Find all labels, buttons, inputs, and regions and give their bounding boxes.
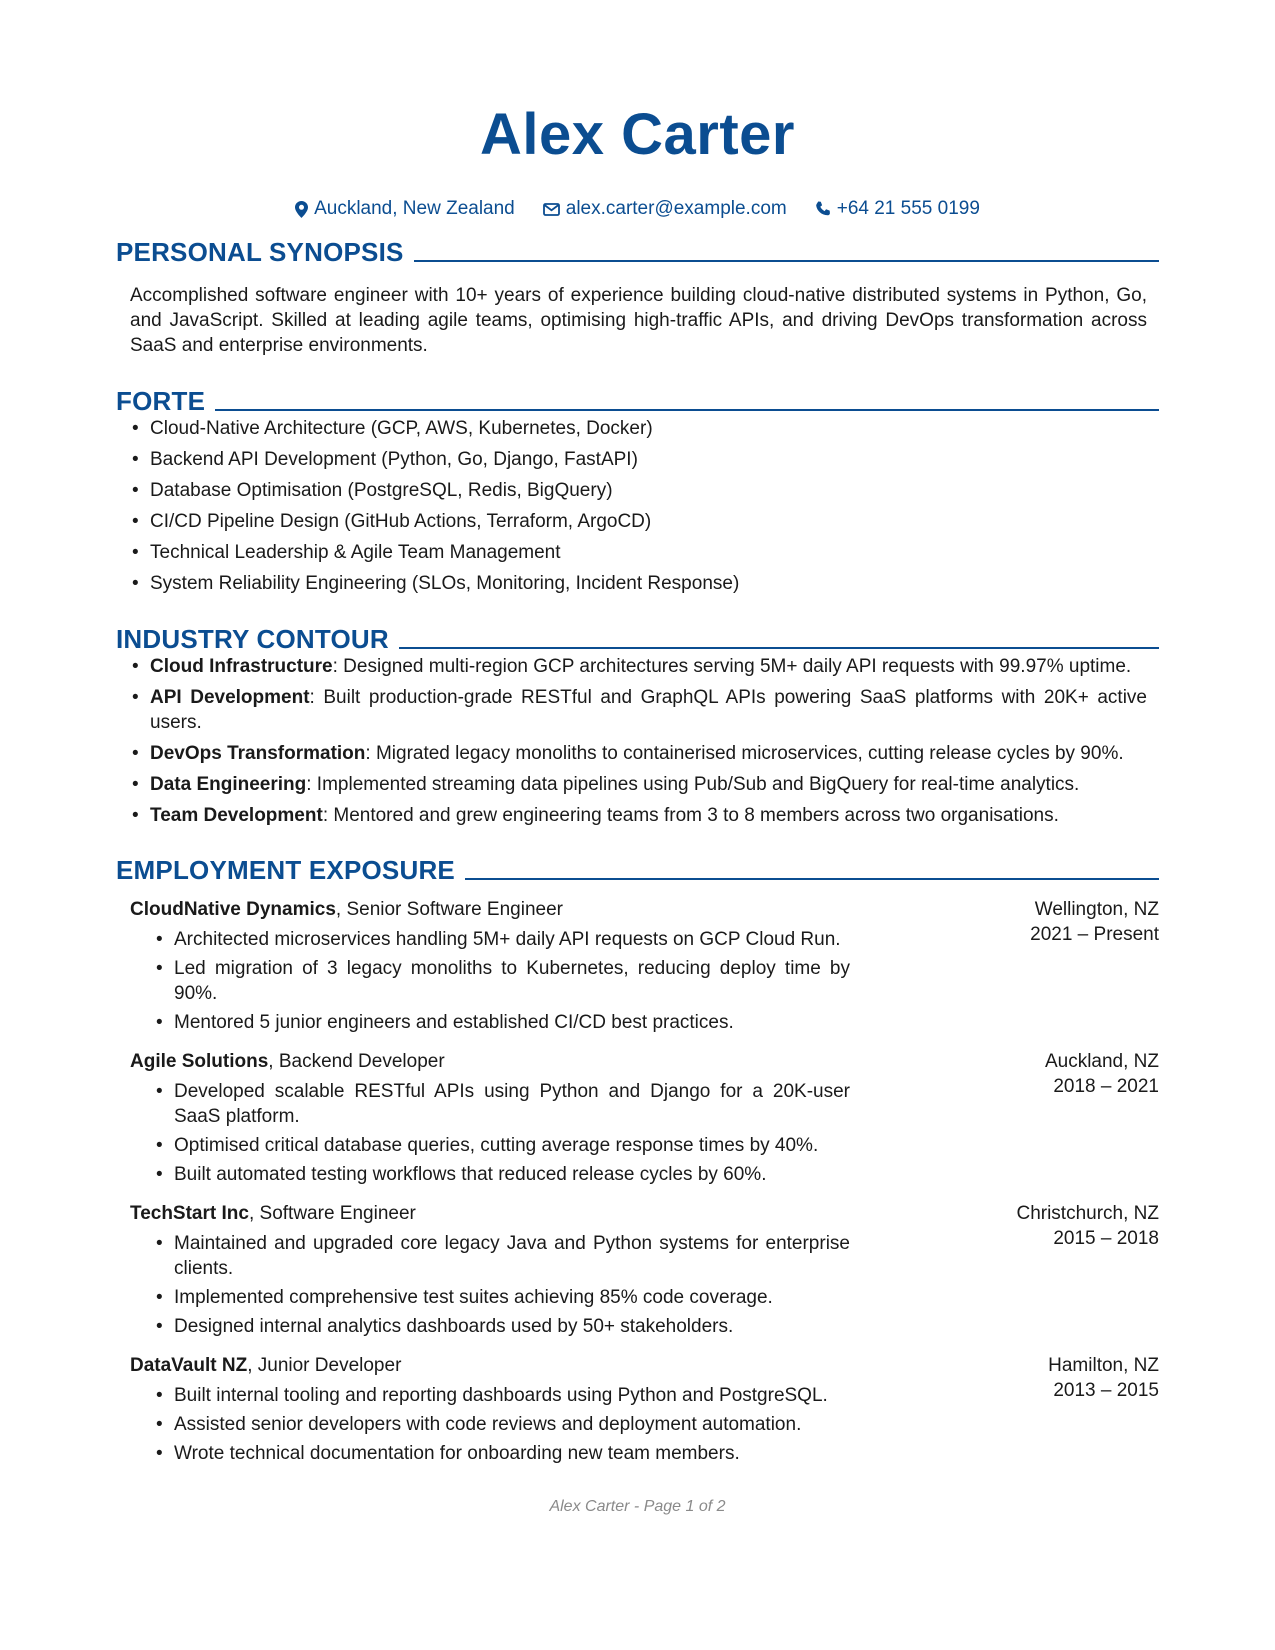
- list-item: • CI/CD Pipeline Design (GitHub Actions, Terraform, ArgoCD): [132, 511, 652, 532]
- company-name: TechStart Inc: [130, 1203, 249, 1224]
- company-name: CloudNative Dynamics: [130, 899, 336, 920]
- section-title: EMPLOYMENT EXPOSURE: [116, 855, 455, 885]
- job-location: Christchurch, NZ: [1016, 1203, 1159, 1224]
- job-role: , Junior Developer: [247, 1355, 402, 1376]
- company-name: Agile Solutions: [130, 1051, 269, 1072]
- job-entry: [130, 1201, 1159, 1339]
- job-title: [130, 897, 1159, 922]
- candidate-name: Alex Carter: [480, 102, 795, 167]
- job-meta: [1016, 1201, 1159, 1251]
- list-item: • Team Development: Mentored and grew engineering teams from 3 to 8 members across two organisations.: [132, 805, 1059, 826]
- contour-list: [116, 654, 1147, 828]
- list-item: • Technical Leadership & Agile Team Management: [132, 542, 561, 563]
- job-meta: [1030, 897, 1159, 947]
- list-item: • Backend API Development (Python, Go, Django, FastAPI): [132, 449, 638, 470]
- job-entry: [130, 1049, 1159, 1187]
- list-item: • Implemented comprehensive test suites achieving 85% code coverage.: [156, 1287, 773, 1308]
- phone-text[interactable]: +64 21 555 0199: [836, 198, 980, 219]
- list-item: • Built internal tooling and reporting dashboards using Python and PostgreSQL.: [156, 1385, 828, 1406]
- list-item: • Wrote technical documentation for onboarding new team members.: [156, 1443, 740, 1464]
- section-heading: [116, 382, 1159, 416]
- job-dates: 2013 – 2015: [1053, 1380, 1159, 1401]
- section-employment: [116, 851, 1159, 1470]
- job-role: , Backend Developer: [268, 1051, 445, 1072]
- job-bullets: [130, 927, 850, 1035]
- job-dates: 2021 – Present: [1030, 924, 1159, 945]
- list-item: • Designed internal analytics dashboards used by 50+ stakeholders.: [156, 1316, 734, 1337]
- list-item: • Developed scalable RESTful APIs using Python and Django for a 20K-user SaaS platform.: [156, 1081, 850, 1127]
- location-pin-icon: [295, 201, 308, 218]
- job-location: Auckland, NZ: [1044, 1051, 1159, 1072]
- list-item: • Architected microservices handling 5M+ daily API requests on GCP Cloud Run.: [156, 929, 841, 950]
- section-industry-contour: [116, 620, 1159, 834]
- list-item: • System Reliability Engineering (SLOs, Monitoring, Incident Response): [132, 573, 740, 594]
- job-entry: [130, 897, 1159, 1035]
- email-link[interactable]: alex.carter@example.com: [565, 198, 787, 219]
- list-item: • Data Engineering: Implemented streaming data pipelines using Pub/Sub and BigQuery for real-time analytics.: [132, 774, 1080, 795]
- location-text: Auckland, New Zealand: [314, 198, 515, 219]
- list-item: • Led migration of 3 legacy monoliths to Kubernetes, reducing deploy time by 90%.: [156, 958, 850, 1004]
- list-item: • Built automated testing workflows that reduced release cycles by 60%.: [156, 1164, 767, 1185]
- job-dates: 2015 – 2018: [1053, 1228, 1159, 1249]
- forte-list: [116, 416, 1159, 596]
- job-bullets: [130, 1231, 850, 1339]
- list-item: • Cloud Infrastructure: Designed multi-region GCP architectures serving 5M+ daily API requests with 99.97% uptime.: [132, 656, 1132, 677]
- list-item: • Database Optimisation (PostgreSQL, Redis, BigQuery): [132, 480, 613, 501]
- job-title: [130, 1049, 1159, 1074]
- section-title: INDUSTRY CONTOUR: [116, 624, 389, 654]
- job-title: [130, 1353, 1159, 1378]
- section-heading: [116, 233, 1159, 267]
- job-bullets: [130, 1383, 850, 1466]
- list-item: • API Development: Built production-grade RESTful and GraphQL APIs powering SaaS platforms with 20K+ active users.: [132, 687, 1147, 733]
- synopsis-text: Accomplished software engineer with 10+ years of experience building cloud-native distributed systems in Python, Go, and JavaScript. Skilled at leading agile teams, optimising high-traffic APIs, and driving DevOps transformation across SaaS and enterprise environments.: [130, 285, 1147, 356]
- section-divider: [414, 260, 1159, 262]
- job-location: Hamilton, NZ: [1048, 1355, 1159, 1376]
- envelope-icon: [543, 203, 560, 216]
- phone-icon: [815, 201, 831, 217]
- section-synopsis: [116, 233, 1159, 358]
- company-name: DataVault NZ: [130, 1355, 248, 1376]
- job-entry: [130, 1353, 1159, 1466]
- job-role: , Senior Software Engineer: [335, 899, 563, 920]
- section-divider: [215, 409, 1159, 411]
- list-item: • Assisted senior developers with code reviews and deployment automation.: [156, 1414, 802, 1435]
- section-divider: [465, 878, 1159, 880]
- job-dates: 2018 – 2021: [1053, 1076, 1159, 1097]
- job-location: Wellington, NZ: [1034, 899, 1159, 920]
- job-bullets: [130, 1079, 850, 1187]
- list-item: • Maintained and upgraded core legacy Java and Python systems for enterprise clients.: [156, 1233, 850, 1279]
- page-footer: Alex Carter - Page 1 of 2: [549, 1498, 726, 1515]
- contact-location: [295, 197, 515, 221]
- contact-bar: [0, 197, 1275, 221]
- section-divider: [399, 647, 1159, 649]
- list-item: • Mentored 5 junior engineers and established CI/CD best practices.: [156, 1012, 734, 1033]
- job-meta: [1045, 1049, 1159, 1099]
- section-heading: [116, 851, 1159, 885]
- list-item: • DevOps Transformation: Migrated legacy monoliths to containerised microservices, cutting release cycles by 90%.: [132, 743, 1124, 764]
- section-heading: [116, 620, 1159, 654]
- job-role: , Software Engineer: [248, 1203, 416, 1224]
- contact-email[interactable]: [543, 197, 787, 221]
- list-item: • Cloud-Native Architecture (GCP, AWS, Kubernetes, Docker): [132, 418, 653, 439]
- job-title: [130, 1201, 1159, 1226]
- section-forte: [116, 382, 1159, 602]
- contact-phone[interactable]: [815, 197, 980, 221]
- section-title: PERSONAL SYNOPSIS: [116, 237, 404, 267]
- list-item: • Optimised critical database queries, cutting average response times by 40%.: [156, 1135, 819, 1156]
- job-meta: [1048, 1353, 1159, 1403]
- section-title: FORTE: [116, 386, 206, 416]
